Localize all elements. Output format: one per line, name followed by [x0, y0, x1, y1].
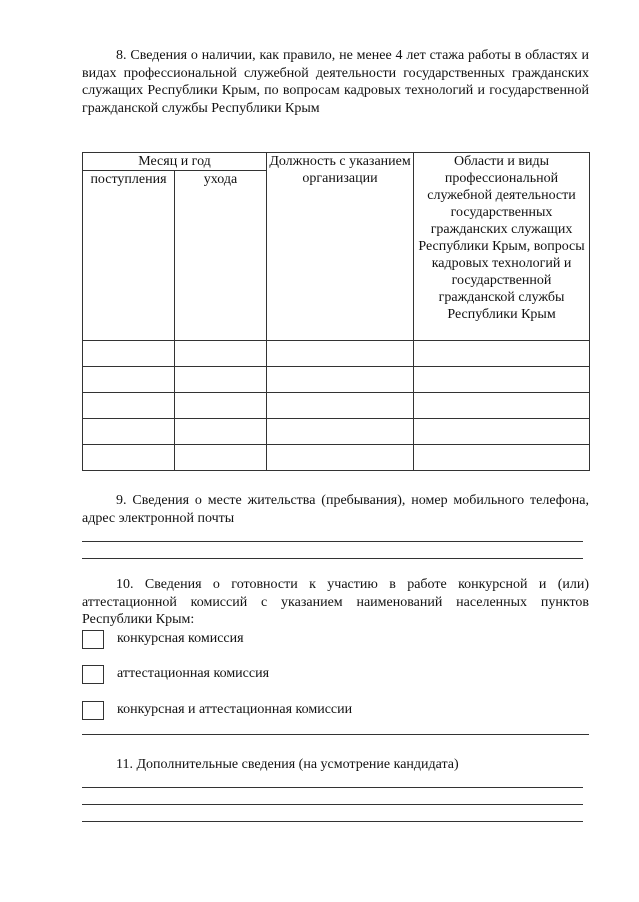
- cell-position[interactable]: [267, 419, 414, 445]
- cell-position[interactable]: [267, 445, 414, 471]
- header-exit: ухода: [175, 171, 267, 341]
- label-attestation-commission: аттестационная комиссия: [117, 666, 270, 681]
- cell-exit[interactable]: [175, 419, 267, 445]
- cell-entry[interactable]: [83, 341, 175, 367]
- section-11-text: [82, 756, 589, 774]
- table-row: [83, 367, 590, 393]
- cell-position[interactable]: [267, 367, 414, 393]
- cell-entry[interactable]: [83, 367, 175, 393]
- section-9-text: [82, 492, 589, 527]
- checkbox-attestation-commission[interactable]: [82, 665, 104, 684]
- cell-entry[interactable]: [83, 445, 175, 471]
- work-experience-table: [82, 152, 590, 471]
- cell-exit[interactable]: [175, 445, 267, 471]
- section-8-body: Сведения о наличии, как правило, не менее 4 лет стажа работы в областях и видах профессиональной служебной деятельности государственных гражданских служащих Республики Крым, по вопросам кадровых технологий и государственной гражданской службы Республики Крым: [82, 48, 589, 116]
- cell-exit[interactable]: [175, 393, 267, 419]
- section-8-number: 8.: [116, 48, 127, 63]
- label-both-commissions: конкурсная и аттестационная комиссии: [117, 702, 353, 717]
- header-position: Должность с указанием организации: [267, 153, 414, 341]
- section-11-body: Дополнительные сведения (на усмотрение кандидата): [136, 757, 459, 772]
- table-row: [83, 341, 590, 367]
- label-competition-commission: конкурсная комиссия: [117, 631, 244, 646]
- residence-line-1[interactable]: [82, 541, 583, 542]
- cell-areas[interactable]: [414, 367, 590, 393]
- additional-line-2[interactable]: [82, 804, 583, 805]
- section-9-body: Сведения о месте жительства (пребывания), номер мобильного телефона, адрес электронной почты: [82, 493, 590, 526]
- section-10-number: 10.: [116, 577, 134, 592]
- table-row: [83, 393, 590, 419]
- checkbox-competition-commission[interactable]: [82, 630, 104, 649]
- checkbox-both-commissions[interactable]: [82, 701, 104, 720]
- section-10-body: Сведения о готовности к участию в работе конкурсной и (или) аттестационной комиссий с указанием наименований населенных пунктов Республики Крым:: [82, 577, 590, 627]
- cell-position[interactable]: [267, 393, 414, 419]
- header-month-year: Месяц и год: [83, 153, 267, 171]
- cell-position[interactable]: [267, 341, 414, 367]
- section-11-number: 11.: [116, 757, 133, 772]
- additional-line-3[interactable]: [82, 821, 583, 822]
- header-areas: Области и виды профессиональной служебной деятельности государственных гражданских служащих Республики Крым, вопросы кадровых технологий и государственной гражданской службы Республики Крым: [414, 153, 590, 341]
- section-8-text: [82, 47, 589, 117]
- cell-areas[interactable]: [414, 341, 590, 367]
- residence-line-2[interactable]: [82, 558, 583, 559]
- cell-areas[interactable]: [414, 393, 590, 419]
- header-entry: поступления: [83, 171, 175, 341]
- cell-entry[interactable]: [83, 419, 175, 445]
- cell-exit[interactable]: [175, 341, 267, 367]
- table-row: [83, 445, 590, 471]
- cell-exit[interactable]: [175, 367, 267, 393]
- table-row: [83, 419, 590, 445]
- cell-entry[interactable]: [83, 393, 175, 419]
- additional-line-1[interactable]: [82, 787, 583, 788]
- section-10-text: [82, 576, 589, 629]
- commission-line[interactable]: [82, 734, 589, 735]
- cell-areas[interactable]: [414, 445, 590, 471]
- cell-areas[interactable]: [414, 419, 590, 445]
- section-9-number: 9.: [116, 493, 127, 508]
